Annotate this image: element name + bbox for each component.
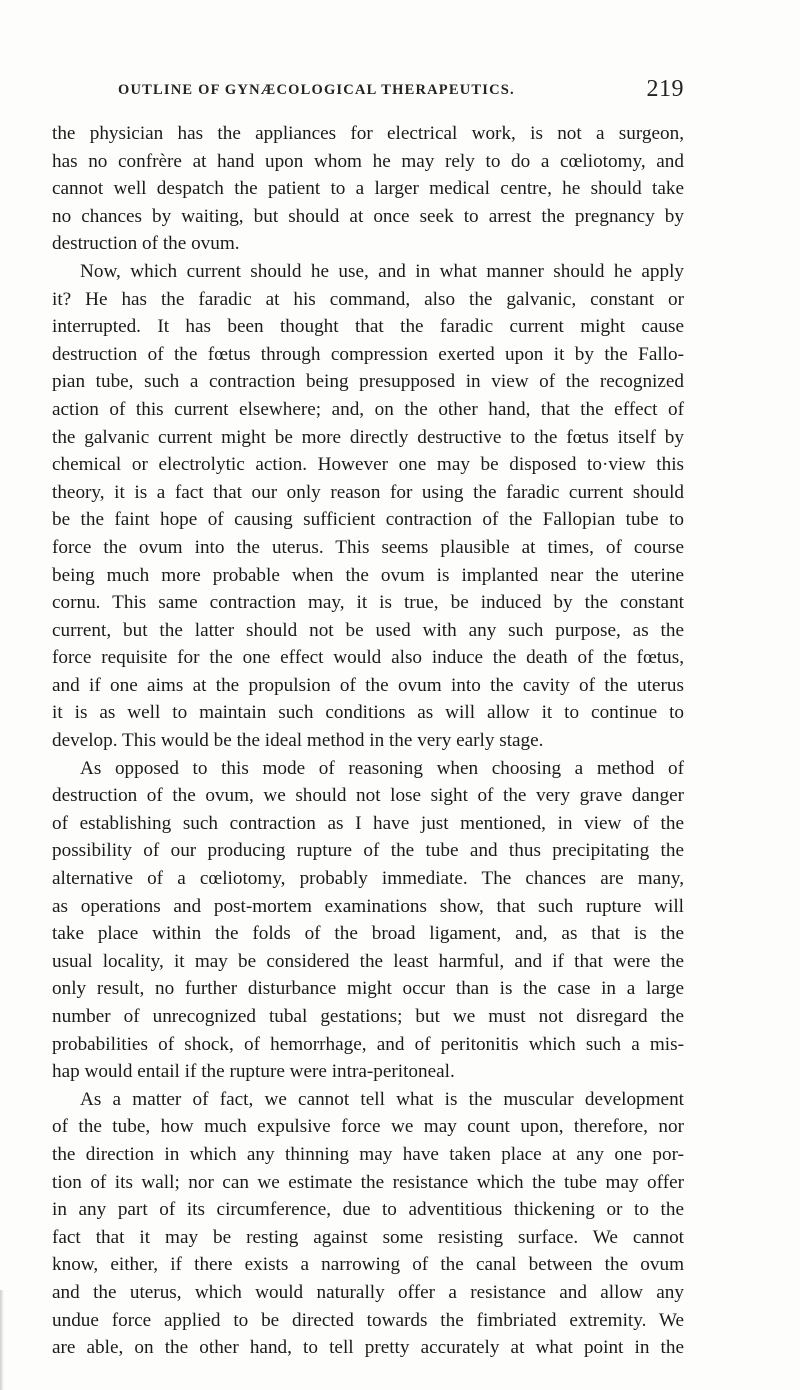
text-line: hap would entail if the rupture were intra-peritoneal.: [52, 1061, 455, 1083]
text-line: the direction in which any thinning may have taken place at any one por-: [52, 1143, 684, 1165]
text-line: of the tube, how much expulsive force we may count upon, therefore, nor: [52, 1116, 684, 1138]
text-line: As opposed to this mode of reasoning when choosing a method of: [80, 757, 684, 779]
text-line: know, either, if there exists a narrowing of the canal between the ovum: [52, 1254, 684, 1276]
text-line: in any part of its circumference, due to adventitious thickening or to the: [52, 1199, 684, 1221]
text-line: the galvanic current might be more directly destructive to the fœtus itself by: [52, 426, 684, 448]
text-line: force the ovum into the uterus. This seems plausible at times, of course: [52, 536, 684, 558]
text-line: has no confrère at hand upon whom he may rely to do a cœliotomy, and: [52, 150, 684, 172]
text-line: interrupted. It has been thought that the faradic current might cause: [52, 316, 684, 338]
text-line: are able, on the other hand, to tell pretty accurately at what point in the: [52, 1337, 684, 1359]
text-line: undue force applied to be directed towards the fimbriated extremity. We: [52, 1309, 684, 1331]
text-line: destruction of the ovum, we should not lose sight of the very grave danger: [52, 785, 684, 807]
running-header: [52, 76, 684, 106]
text-line: the physician has the appliances for electrical work, is not a surgeon,: [52, 123, 684, 144]
text-line: theory, it is a fact that our only reason for using the faradic current should: [52, 481, 684, 503]
text-line: destruction of the fœtus through compression exerted upon it by the Fallo-: [52, 343, 684, 365]
page-number: 219: [646, 76, 684, 102]
text-line: destruction of the ovum.: [52, 233, 240, 255]
page-edge-shadow: [0, 1290, 4, 1390]
text-line: it is as well to maintain such conditions as will allow it to continue to: [52, 702, 684, 724]
text-line: and the uterus, which would naturally offer a resistance and allow any: [52, 1281, 684, 1303]
body-text: [52, 120, 684, 1362]
text-line: possibility of our producing rupture of the tube and thus precipitating the: [52, 840, 684, 862]
text-line: be the faint hope of causing sufficient contraction of the Fallopian tube to: [52, 509, 684, 531]
text-line: of establishing such contraction as I have just mentioned, in view of the: [52, 812, 684, 834]
text-line: usual locality, it may be considered the least harmful, and if that were the: [52, 950, 684, 972]
text-line: and if one aims at the propulsion of the ovum into the cavity of the uterus: [52, 674, 684, 696]
text-line: force requisite for the one effect would also induce the death of the fœtus,: [52, 647, 684, 669]
text-line: As a matter of fact, we cannot tell what is the muscular development: [80, 1088, 684, 1110]
text-line: number of unrecognized tubal gestations; but we must not disregard the: [52, 1006, 684, 1027]
text-line: chemical or electrolytic action. However one may be disposed to·view this: [52, 454, 684, 476]
text-line: fact that it may be resting against some resisting surface. We cannot: [52, 1226, 684, 1248]
text-line: develop. This would be the ideal method in the very early stage.: [52, 730, 544, 752]
text-line: being much more probable when the ovum is implanted near the uterine: [52, 564, 684, 586]
text-line: cornu. This same contraction may, it is true, be induced by the constant: [52, 592, 684, 614]
text-line: current, but the latter should not be used with any such purpose, as the: [52, 619, 684, 641]
text-line: alternative of a cœliotomy, probably immediate. The chances are many,: [52, 868, 684, 890]
text-line: tion of its wall; nor can we estimate the resistance which the tube may offer: [52, 1171, 684, 1193]
text-line: it? He has the faradic at his command, also the galvanic, constant or: [52, 288, 684, 310]
text-line: pian tube, such a contraction being presupposed in view of the recognized: [52, 371, 684, 393]
text-line: take place within the folds of the broad ligament, and, as that is the: [52, 923, 684, 945]
text-line: as operations and post-mortem examinations show, that such rupture will: [52, 895, 684, 917]
text-line: cannot well despatch the patient to a larger medical centre, he should take: [52, 178, 684, 200]
running-title: OUTLINE OF GYNÆCOLOGICAL THERAPEUTICS.: [118, 82, 515, 98]
text-line: only result, no further disturbance might occur than is the case in a large: [52, 978, 684, 1000]
text-line: no chances by waiting, but should at once seek to arrest the pregnancy by: [52, 205, 684, 227]
text-line: Now, which current should he use, and in what manner should he apply: [80, 260, 684, 282]
text-line: action of this current elsewhere; and, on the other hand, that the effect of: [52, 398, 684, 420]
text-line: probabilities of shock, of hemorrhage, and of peritonitis which such a mis-: [52, 1033, 684, 1055]
